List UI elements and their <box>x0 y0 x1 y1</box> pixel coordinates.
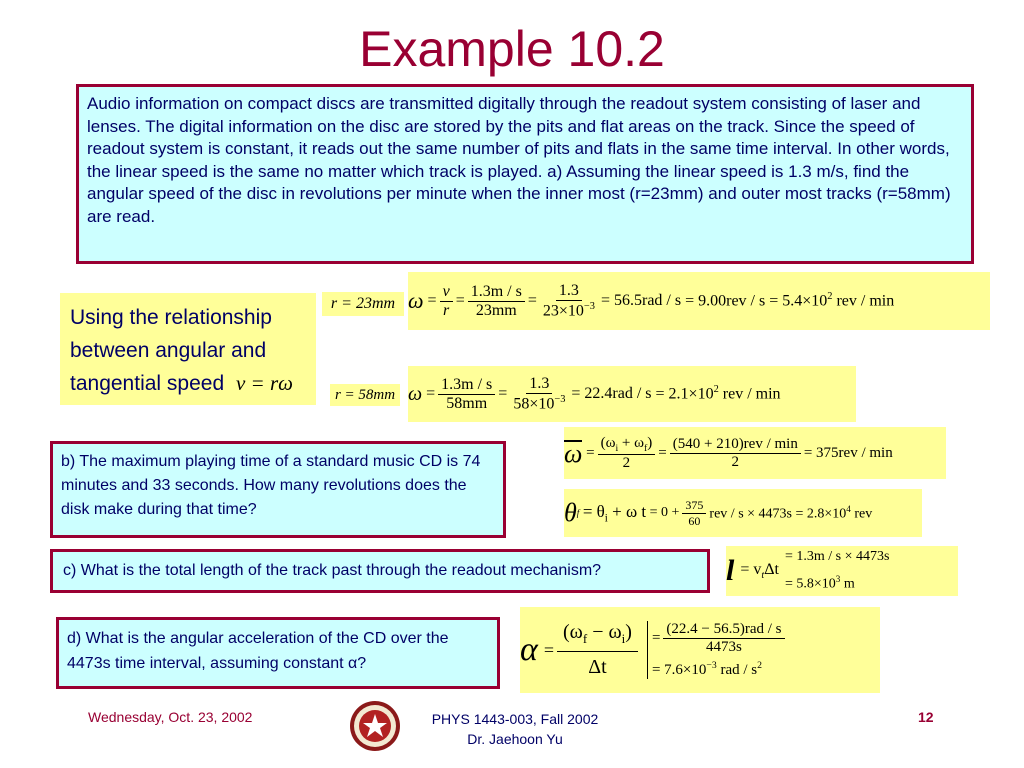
frac-radius: 23mm <box>475 301 517 319</box>
alpha-num-3: ) <box>625 621 632 643</box>
theta-exp: 4 <box>846 503 851 514</box>
problem-a-text: Audio information on compact discs are transmitted digitally through the readout system consisting of laser and lenses. The digital information on the disc are stored by the pits and flat areas on the track. Since the speed of readout system is constant, it reads out the same number of pits and flats in the same time interval. In other words, the linear speed is the same no matter which track is played. a) Assuming the linear speed is 1.3 m/s, find the angular speed of the disc in revolutions per minute when the inner most (r=23mm) and outer most tracks (r=58mm) are read. <box>87 94 951 226</box>
avg-num-value: (540 + 210)rev / min <box>670 436 801 454</box>
frac-value: 1.3 <box>556 282 582 301</box>
alpha-symbol: α <box>520 631 538 668</box>
frac-value-2: 1.3 <box>526 375 552 394</box>
omega-inner-rad: = 56.5rad / s <box>600 292 682 309</box>
problem-a-box <box>76 84 974 264</box>
frac-v: v <box>442 282 450 300</box>
avg-num-1: (ω <box>600 434 616 451</box>
relationship-text: Using the relationship between angular and tangential speed <box>70 306 272 395</box>
theta-part: = 0 + <box>649 505 680 520</box>
omega-outer-equation: ω = $\frac{1.3m / s}{58mm}$ = $\frac{1.3}{58\times 10^{-3}}$ = 22.4rad / s = $2.1\times 10^2$ rev / min <box>408 366 856 422</box>
length-exp: 3 <box>835 574 841 585</box>
footer-course: PHYS 1443-003, Fall 2002 <box>431 711 599 727</box>
frac-speed: 1.3m / s <box>468 283 525 302</box>
slide-title: Example 10.2 <box>359 21 665 77</box>
alpha-equation: α = $\frac{(\omega_f - \omega_i)}{\Delta t}$ = $\frac{\text{(22.4 − 56.5)rad / s}}{4473s}$ = $7.6\times 10^{-3}$ rad / $s^2$ <box>520 607 880 693</box>
avg-num-3: ) <box>647 434 653 451</box>
frac-den-value-2: 58×10 <box>513 395 555 413</box>
relationship-box <box>60 293 316 405</box>
frac-den-exp: −3 <box>583 300 595 312</box>
alpha-unit-exp: 2 <box>757 660 763 671</box>
radius-inner <box>322 292 404 316</box>
omega-inner-unit: rev / min <box>832 292 895 310</box>
alpha-r-num: (22.4 − 56.5)rad / s <box>663 621 784 639</box>
avg-den-1: 2 <box>622 454 631 471</box>
problem-d-box <box>56 617 500 689</box>
problem-d-text: d) What is the angular acceleration of the CD over the 4473s time interval, assuming constant α? <box>67 630 449 672</box>
omega-inner-rev: = 9.00rev / s = 5.4×10 <box>685 292 828 310</box>
problem-b-text: b) The maximum playing time of a standard music CD is 74 minutes and 33 seconds. How many revolutions does the disk make during that time? <box>61 453 481 518</box>
avg-den-value: 2 <box>731 453 740 470</box>
avg-result: = 375rev / min <box>803 444 893 461</box>
theta-frac-den: 60 <box>688 513 701 528</box>
avg-num-2: + ω <box>618 434 645 451</box>
relationship-formula: v = rω <box>235 371 293 395</box>
theta-equation: θ f = $\theta_i + \omega$ t = 0 + $\frac{375}{60}$ rev / $s \times 4473s = 2.8\times 10^4$ rev <box>564 489 922 537</box>
frac-radius-2: 58mm <box>446 394 488 412</box>
omega-inner-equation: ω = $\frac{v}{r}$ = $\frac{1.3m / s}{23mm}$ = $\frac{1.3}{23\times 10^{-3}}$ = 56.5rad / s = $9.00rev / s = 5.4\times 10^2$ rev / min <box>408 272 990 330</box>
alpha-result: = 7.6×10 <box>651 662 707 678</box>
footer-date: Wednesday, Oct. 23, 2002 <box>88 709 253 725</box>
length-mid-2: Δt <box>764 560 779 578</box>
alpha-exp: −3 <box>706 660 717 671</box>
omega-average-equation: ω = $\frac{(\omega_i + \omega_f)}{2}$ = $\frac{\text{(540 + 210)rev / min}}{2}$ = 375rev / min <box>564 427 946 479</box>
length-equation <box>726 546 958 596</box>
alpha-num-2: − ω <box>587 621 622 643</box>
length-symbol: l <box>726 554 735 587</box>
omega-outer-unit: rev / min <box>718 385 781 403</box>
alpha-unit: rad / s <box>716 662 758 678</box>
frac-r: r <box>443 301 450 319</box>
length-mid: = v <box>740 560 762 578</box>
omega-inner-exp: 2 <box>827 291 833 303</box>
radius-outer <box>330 384 400 406</box>
length-mid-sub: t <box>761 570 765 582</box>
radius-inner-text: r = 23mm <box>330 295 396 312</box>
problem-c-text: c) What is the total length of the track past through the readout mechanism? <box>63 562 602 579</box>
theta-frac-num: 375 <box>682 498 706 514</box>
omega-bar-symbol: ω <box>564 439 583 468</box>
footer-instructor: Dr. Jaehoon Yu <box>467 731 563 747</box>
omega-outer-rev: = 2.1×10 <box>655 385 714 403</box>
frac-den-exp-2: −3 <box>554 393 566 405</box>
page-number: 12 <box>918 709 934 725</box>
frac-speed-2: 1.3m / s <box>438 376 495 395</box>
theta-result: rev / s × 4473s = 2.8×10 <box>709 506 847 522</box>
alpha-r-den: 4473s <box>706 639 742 655</box>
omega-symbol-2: ω <box>408 382 423 405</box>
length-line-2: = 5.8×10 <box>785 576 836 592</box>
theta-unit: rev <box>850 506 873 522</box>
theta-symbol: θ <box>564 498 577 527</box>
length-unit: m <box>840 576 855 592</box>
theta-mid-2: + ω t <box>607 501 647 521</box>
alpha-num-1: (ω <box>563 621 583 643</box>
omega-symbol: ω <box>408 288 424 313</box>
problem-c-box <box>50 549 710 593</box>
length-line-1: = 1.3m / s × 4473s <box>785 549 890 565</box>
university-seal-logo <box>349 700 401 752</box>
radius-outer-text: r = 58mm <box>334 387 396 403</box>
alpha-den: Δt <box>588 656 607 678</box>
omega-outer-rad: = 22.4rad / s <box>571 385 652 402</box>
frac-den-value: 23×10 <box>542 302 584 320</box>
omega-outer-exp: 2 <box>713 384 719 396</box>
theta-mid: = θ <box>582 501 605 521</box>
footer-course-info <box>410 709 620 749</box>
problem-b-box <box>50 441 506 538</box>
